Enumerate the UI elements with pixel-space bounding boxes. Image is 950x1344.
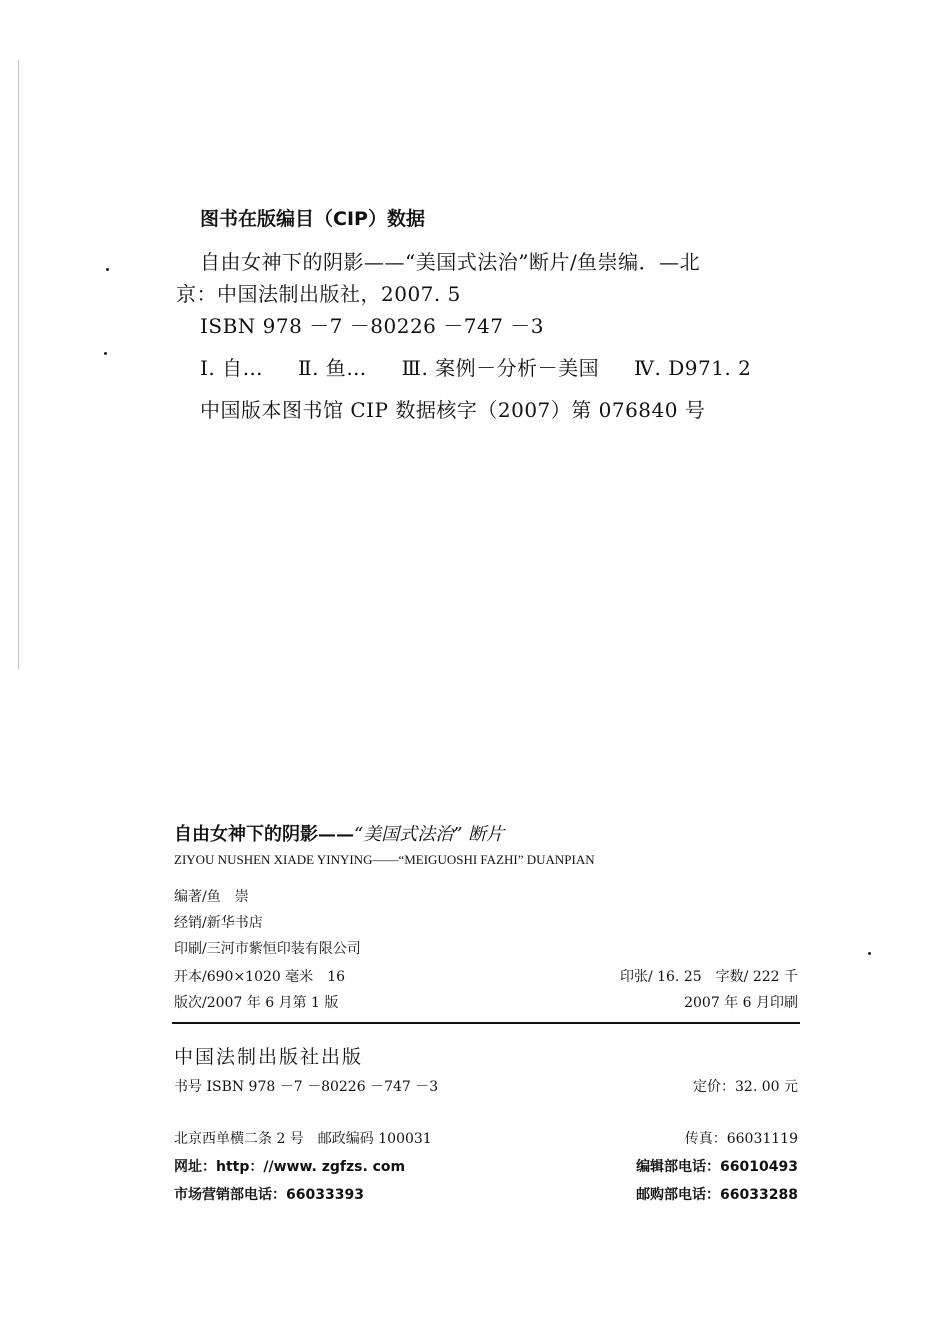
scan-speck xyxy=(106,268,109,271)
fax: 传真：66031119 xyxy=(684,1131,798,1147)
cip-approval-number: 中国版本图书馆 CIP 数据核字（2007）第 076840 号 xyxy=(200,398,706,422)
distributor: 经销/新华书店 xyxy=(174,915,263,931)
sheets-and-words: 印张/ 16. 25 字数/ 222 千 xyxy=(619,969,798,985)
book-title-main: 自由女神下的阴影—— xyxy=(174,824,354,845)
cip-heading: 图书在版编目（CIP）数据 xyxy=(200,208,425,230)
book-title-pinyin: ZIYOU NUSHEN XIADE YINYING——“MEIGUOSHI FAZHI” DUANPIAN xyxy=(174,852,595,867)
cip-title-line-2: 京：中国法制出版社，2007. 5 xyxy=(176,282,461,306)
website: 网址：http：//www. zgfzs. com xyxy=(174,1159,406,1175)
mailorder-phone: 邮购部电话：66033288 xyxy=(636,1187,798,1203)
editorial-phone: 编辑部电话：66010493 xyxy=(636,1159,798,1175)
cip-title-line-1: 自由女神下的阴影——“美国式法治”断片/鱼崇编．—北 xyxy=(200,250,701,274)
publisher: 中国法制出版社出版 xyxy=(174,1046,364,1068)
cip-subject-index xyxy=(200,352,751,381)
cip-index-item: Ⅱ. 鱼… xyxy=(297,356,367,380)
cip-index-item: Ⅲ. 案例－分析－美国 xyxy=(401,356,600,380)
address: 北京西单横二条 2 号 邮政编码 100031 xyxy=(174,1131,432,1147)
book-title xyxy=(174,820,504,846)
book-title-sub: “美国式法治” 断片 xyxy=(354,824,505,845)
cip-isbn: ISBN 978 －7 －80226 －747 －3 xyxy=(200,314,545,338)
scan-edge-line xyxy=(18,60,19,670)
price: 定价：32. 00 元 xyxy=(693,1079,798,1095)
format: 开本/690×1020 毫米 16 xyxy=(174,969,346,985)
book-number: 书号 ISBN 978 －7 －80226 －747 －3 xyxy=(174,1079,439,1095)
author: 编著/鱼 崇 xyxy=(174,889,249,905)
printer: 印刷/三河市紫恒印装有限公司 xyxy=(174,941,361,957)
scan-speck xyxy=(104,352,107,355)
print-date: 2007 年 6 月印刷 xyxy=(684,995,798,1011)
scan-speck xyxy=(868,952,871,955)
cip-index-item: Ⅳ. D971. 2 xyxy=(634,356,752,380)
marketing-phone: 市场营销部电话：66033393 xyxy=(174,1187,364,1203)
edition: 版次/2007 年 6 月第 1 版 xyxy=(174,995,339,1011)
cip-index-item: Ⅰ. 自… xyxy=(200,356,264,380)
divider-rule xyxy=(172,1022,800,1024)
